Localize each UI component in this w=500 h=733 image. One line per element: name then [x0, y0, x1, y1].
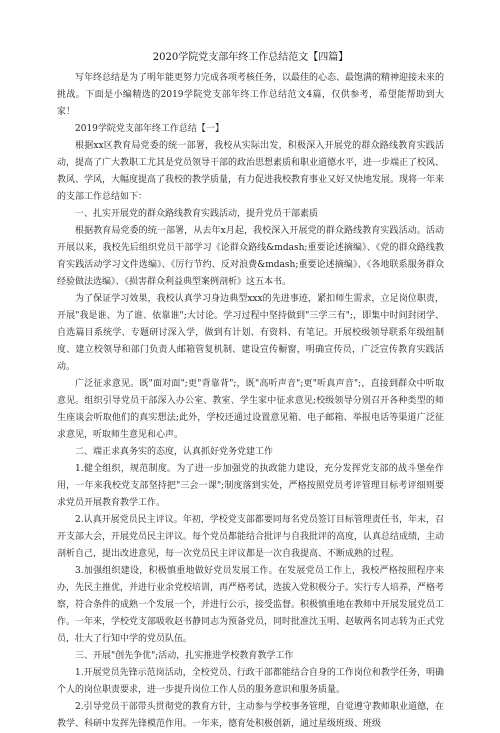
paragraph: 根据xx区教育局党委的统一部署，我校从实际出发，积极深入开展党的群众路线教育实践活动，提高了广大教职工尤其是党员领导干部的政治思想素质和职业道德水平，进一步端正了校风、教风、学风，大幅度提高了我校的教学质量，有力促进我校教育事业又好又快地发展。现将一年来的支部工作总结如下： — [57, 141, 445, 202]
paragraph: 广泛征求意见。既"面对面";更"背靠背";，既"高听声音";更"听真声音";，直接到群众中听取意见。组织引导党员干部深入办公室、教室、学生家中征求意见;校级领导分别召开各种类型的师生座谈会听取他们的真实想法;此外，学校还通过设置意见箱、电子邮箱、举报电话等渠道广泛征求意见，听取师生意见和心声。 — [57, 379, 444, 440]
paragraph: 3.加强组织建设，积极慎重地做好党员发展工作。在发展党员工作上，我校严格按照程序来办，先民主推优，并进行业余党校培训，再严格考试，选拔入党积极分子。实行专人培养，严格考察，符合条件的成熟一个发展一个，并进行公示，接受监督。积极慎重地在教师中开展发展党员工作。一年来，学校党支部吸收赵书静同志为预备党员，同时批准沈玉明、赵敏两名同志转为正式党员，壮大了行知中学的党员队伍。 — [57, 566, 445, 644]
subheading: 三、开展"创先争优";活动，扎实推进学校教育教学工作 — [75, 651, 294, 661]
subheading: 二、端正求真务实的态度，认真抓好党务党建工作 — [75, 447, 274, 457]
document-title: 2020学院党支部年终工作总结范文【四篇】 — [152, 52, 349, 63]
paragraph: 2.认真开展党员民主评议。年初，学校党支部都要同每名党员签订目标管理责任书，年末，召开支部大会，开展党员民主评议。每个党员都能结合批评与自我批评的高度，认真总结成绩，主动剖析自己，提出改进意见，每一次党员民主评议都是一次自我提高、不断成熟的过程。 — [57, 515, 445, 559]
section-heading-one: 2019学院党支部年终工作总结【一】 — [75, 124, 224, 134]
paragraph: 为了保证学习效果，我校认真学习身边典型xxx的先进事迹，紧扣师生需求，立足岗位职责，开展"我是谁、为了谁、依靠谁";大讨论。学习过程中坚持做到"三学三有";，即集中时间封闭学、自选篇目系统学、专题研讨深入学，做到有计划、有资料、有笔记。开展校级领导联系年级组制度、建立校领导和部门负责人邮箱管复机制、建设宣传橱窗，明确宣传员，广泛宣传教育实践活动。 — [57, 294, 444, 372]
paragraph: 1.开展党员先锋示范岗活动，全校党员、行政干部都能结合自身的工作岗位和教学任务，明确个人的岗位职责要求，进一步提升岗位工作人员的服务意识和服务质量。 — [57, 668, 444, 695]
paragraph-intro: 写年终总结是为了明年能更努力完成各项考核任务，以最佳的心态、最饱满的精神迎接未来的挑战。下面是小编精选的2019学院党支部年终工作总结范文4篇，仅供参考，希望能帮助到大家！ — [57, 73, 445, 117]
paragraph: 1.健全组织，规范制度。为了进一步加强党的执政能力建设，充分发挥党支部的战斗堡垒作用，一年来我校党支部坚持把"三会一课";制度落到实处，严格按照党员考评管理目标考评细则要求党员开展教育教学工作。 — [57, 464, 444, 508]
paragraph: 根据教育局党委的统一部署，从去年x月起，我校深入开展党的群众路线教育实践活动。活动开展以来，我校先后组织党员干部学习《论群众路线&mdash;重要论述摘编》、《党的群众路线教育实践活动学习文件选编》、《厉行节约、反对浪费&mdash;重要论述摘编》、《各地联系服务群众经验做法选编》、《损害群众利益典型案例剖析》这五本书。 — [57, 226, 444, 287]
subheading: 一、扎实开展党的群众路线教育实践活动，提升党员干部素质 — [75, 209, 319, 219]
paragraph: 2.引导党员干部带头贯彻党的教育方针，主动参与学校事务管理，自觉遵守教师职业道德，在教学、科研中发挥先锋模范作用。一年来，德育处积极创新，通过星级班级、班级 — [57, 702, 444, 729]
